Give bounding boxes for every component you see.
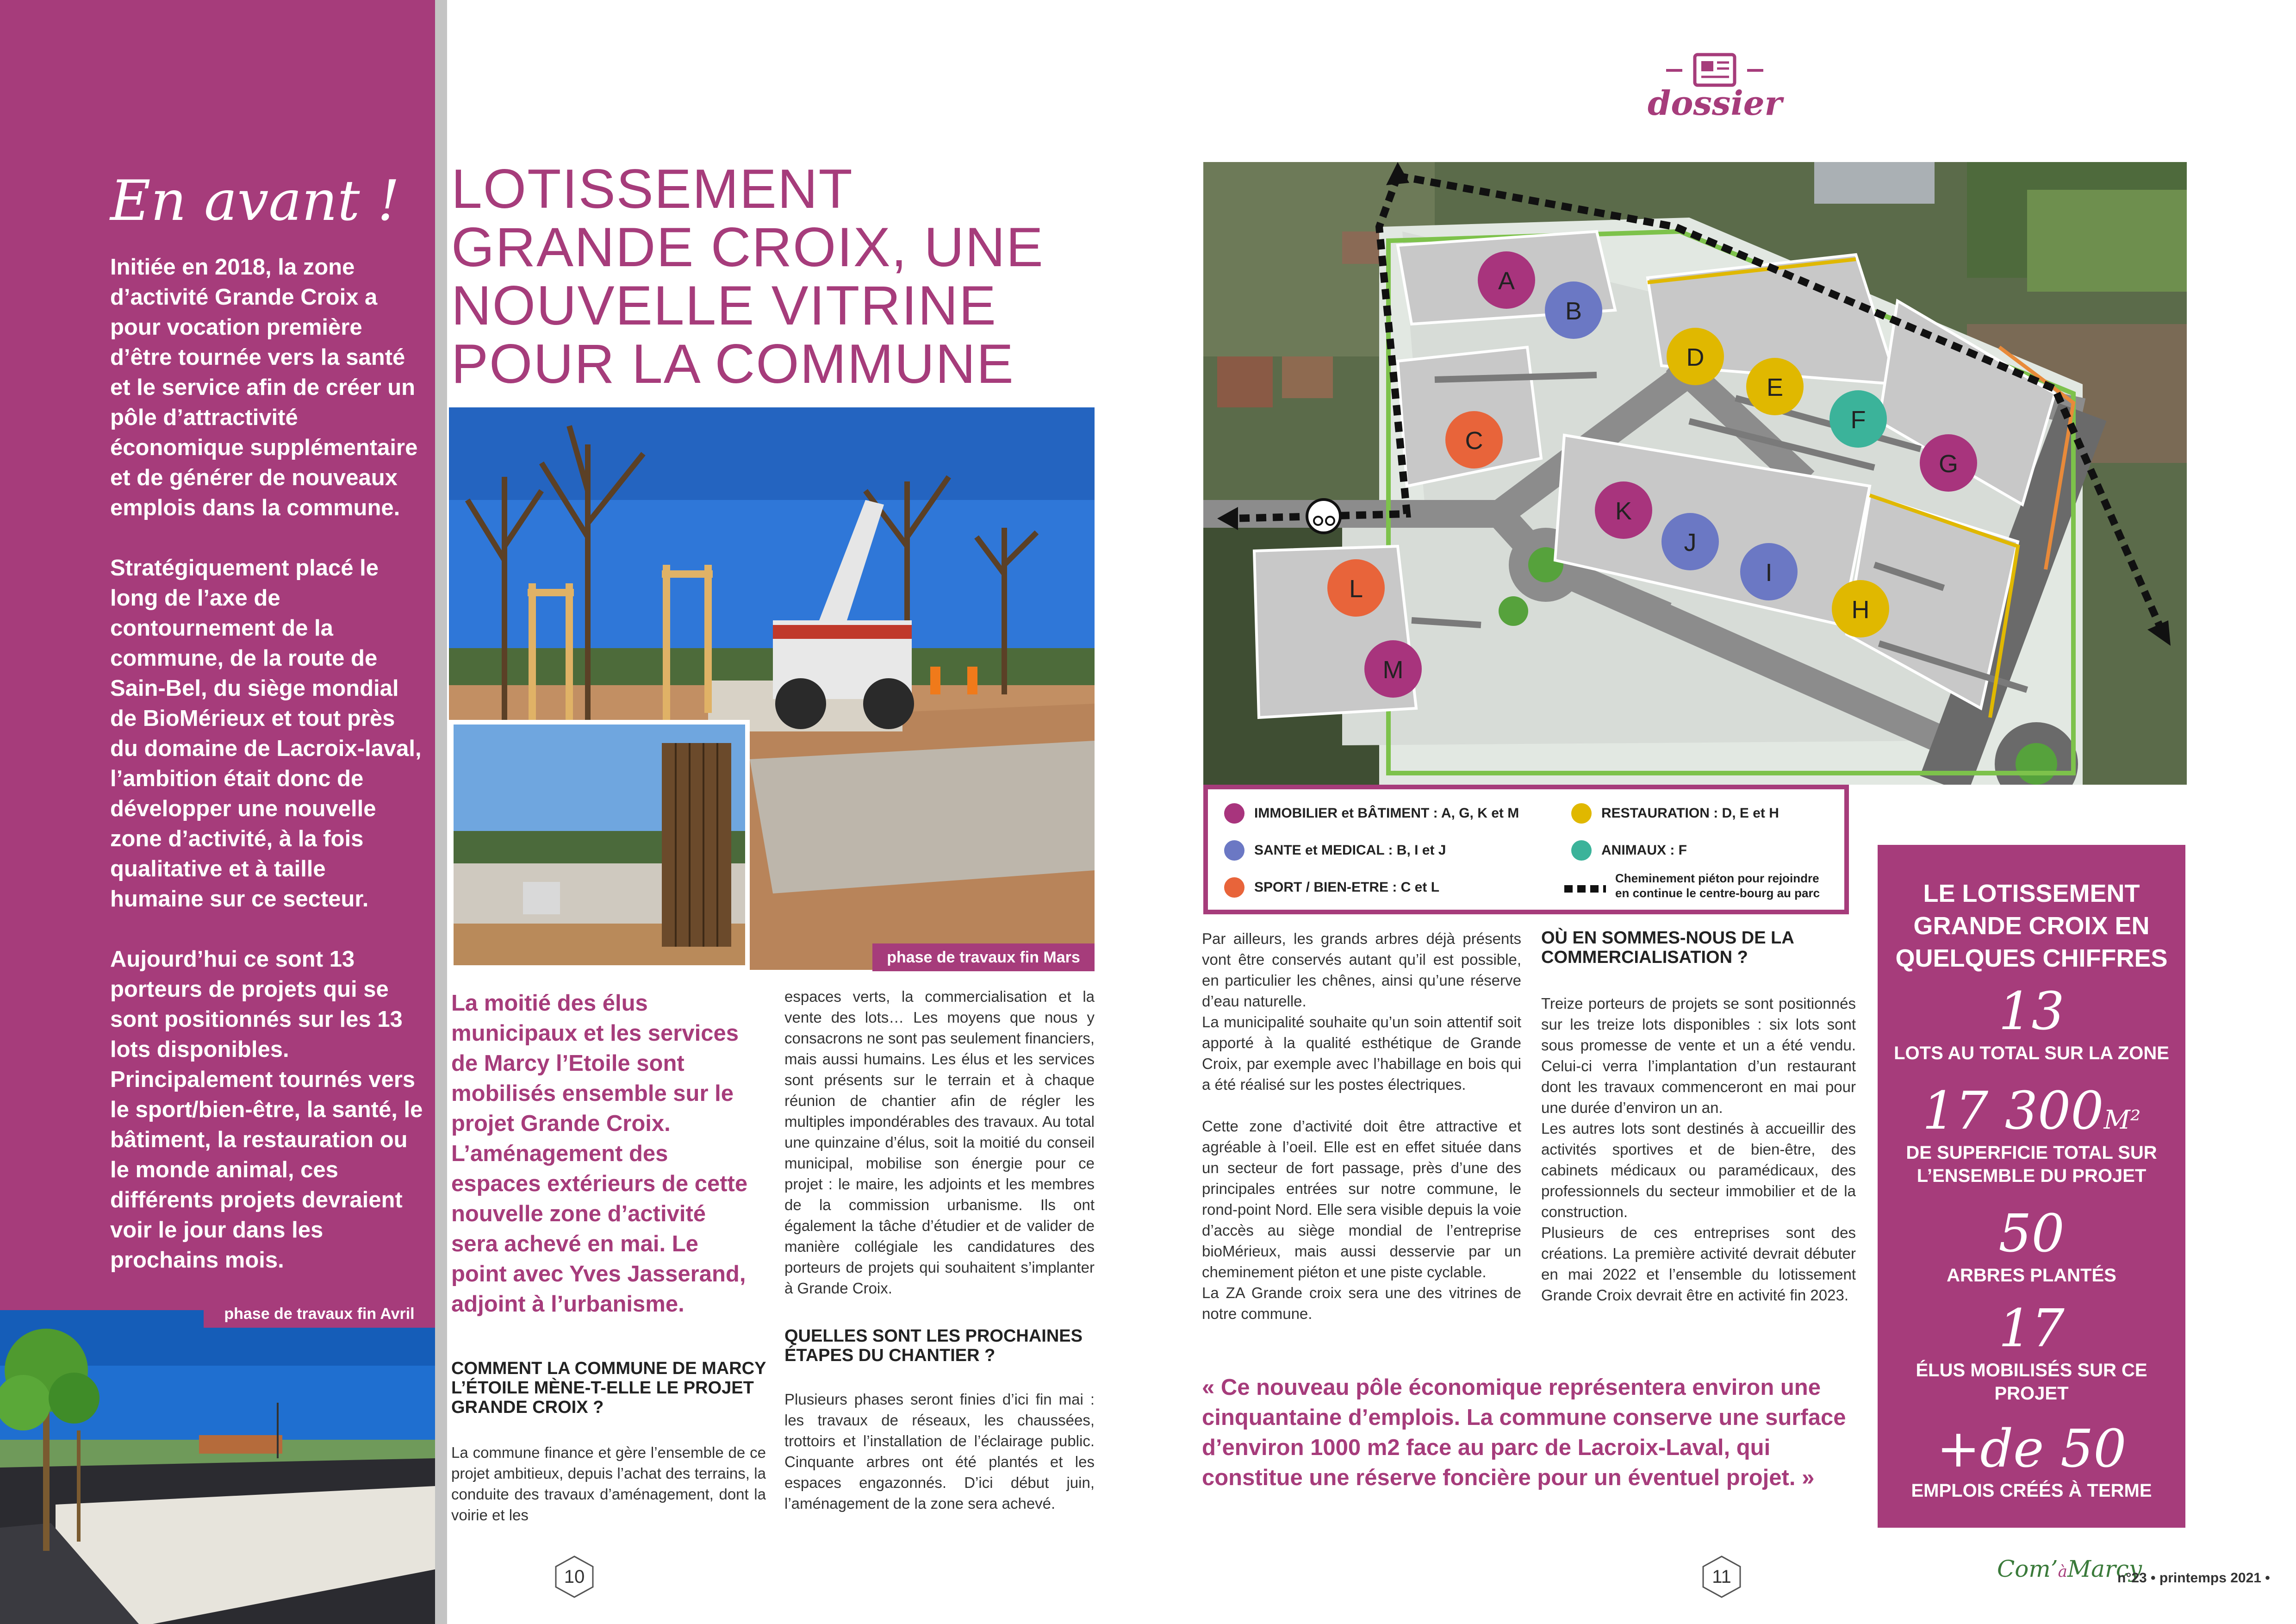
figure-label-lots: LOTS AU TOTAL SUR LA ZONE bbox=[1894, 1043, 2169, 1063]
bicycle-icon bbox=[1307, 500, 1340, 533]
svg-text:E: E bbox=[1766, 374, 1784, 401]
key-figures-title: LE LOTISSEMENT GRANDE CROIX EN QUELQUES CHIFFRES bbox=[1895, 880, 2168, 972]
sidebar-title: En avant ! bbox=[110, 169, 400, 233]
figure-label-trees: ARBRES PLANTÉS bbox=[1947, 1265, 2116, 1286]
svg-text:L: L bbox=[1349, 575, 1363, 603]
legend-label-sport: SPORT / BIEN-ETRE : C et L bbox=[1254, 880, 1440, 895]
svg-text:H: H bbox=[1851, 596, 1870, 624]
answer-text-2: Plusieurs phases seront finies d’ici fin mai : les travaux de réseaux, les chaussées, trottoirs et l’installation de l’éclairage public. Cinquante arbres ont été plantés et les espaces engazonnés. D’ici début juin, l’aménagement de la zone sera achevé. bbox=[784, 1391, 1095, 1512]
lot-marker-H bbox=[1832, 580, 1889, 637]
question-heading-3: OÙ EN SOMMES-NOUS DE LA COMMERCIALISATION ? bbox=[1541, 928, 1794, 967]
article-title: LOTISSEMENT GRANDE CROIX, UNE NOUVELLE VITRINE POUR LA COMMUNE bbox=[451, 158, 1044, 395]
lot-marker-J bbox=[1661, 513, 1719, 570]
map-legend bbox=[1203, 785, 1849, 914]
lot-marker-E bbox=[1746, 358, 1804, 415]
figure-value-jobs: +de 50 bbox=[1936, 1419, 2127, 1479]
lot-marker-L bbox=[1327, 559, 1385, 617]
lot-marker-D bbox=[1667, 328, 1724, 385]
svg-text:F: F bbox=[1850, 406, 1866, 434]
lot-marker-I bbox=[1740, 543, 1798, 600]
sidebar-divider bbox=[435, 0, 447, 1624]
legend-dot-restauration bbox=[1571, 803, 1592, 824]
svg-text:I: I bbox=[1765, 559, 1773, 587]
figure-value-elected: 17 bbox=[1998, 1299, 2065, 1359]
answer-text-1: La commune finance et gère l’ensemble de ce projet ambitieux, depuis l’achat des terrains, la conduite des travaux d’aménagement, dont la voirie et les bbox=[451, 1444, 766, 1524]
lot-marker-B bbox=[1545, 281, 1602, 339]
svg-text:M: M bbox=[1382, 656, 1404, 684]
legend-dot-immobilier bbox=[1224, 803, 1244, 824]
key-figures-box bbox=[1878, 845, 2185, 1528]
lot-marker-C bbox=[1445, 411, 1503, 468]
figure-label-surface: DE SUPERFICIE TOTAL SUR L’ENSEMBLE DU PROJET bbox=[1906, 1143, 2157, 1186]
magazine-logo: Com’àMarcy bbox=[1997, 1555, 2142, 1582]
page-number-left: 10 bbox=[552, 1555, 597, 1599]
section-label: dossier bbox=[1648, 83, 1782, 123]
svg-text:K: K bbox=[1615, 497, 1632, 525]
answer-text-3: Treize porteurs de projets se sont positionnés sur les treize lots disponibles : six lots sont sous promesse de vente et un a été vendu. Celui-ci verra l’implantation d’un restaurant dont les travaux commenceront en mai pour une durée d’environ un an. Les autres lots sont destinés à accueillir des activités sportives et de bien-être, des cabinets médicaux ou paramédicaux, des professionnels du secteur immobilier et de la construction. Plusieurs de ces entreprises sont des créations. La première activité devrait débuter en mai 2022 et l’ensemble du lotissement Grande Croix devrait être en activité fin 2023. bbox=[1541, 995, 1856, 1304]
legend-dot-sante bbox=[1224, 840, 1244, 861]
site-plan-map bbox=[1203, 162, 2187, 785]
lot-marker-G bbox=[1920, 434, 1977, 492]
svg-text:A: A bbox=[1498, 267, 1515, 295]
photo-caption-march: phase de travaux fin Mars bbox=[872, 943, 1095, 971]
legend-dot-animaux bbox=[1571, 840, 1592, 861]
site-plan-drawing bbox=[1203, 162, 2187, 785]
figure-value-lots: 13 bbox=[1998, 981, 2065, 1042]
figure-label-jobs: EMPLOIS CRÉÉS À TERME bbox=[1911, 1480, 2152, 1501]
question-heading-1: COMMENT LA COMMUNE DE MARCY L’ÉTOILE MÈNE-T-ELLE LE PROJET GRANDE CROIX ? bbox=[451, 1359, 766, 1417]
legend-label-immobilier: IMMOBILIER et BÂTIMENT : A, G, K et M bbox=[1254, 806, 1519, 821]
figure-value-trees: 50 bbox=[1998, 1204, 2065, 1264]
figure-value-surface: 17 300M² bbox=[1922, 1081, 2141, 1141]
newspaper-icon bbox=[1666, 51, 1763, 88]
question-heading-2: QUELLES SONT LES PROCHAINES ÉTAPES DU CHANTIER ? bbox=[784, 1326, 1083, 1365]
lot-marker-K bbox=[1595, 481, 1652, 539]
sidebar-paragraph-2: Stratégiquement placé le long de l’axe de contournement de la commune, de la route de Sain-Bel, du siège mondial de BioMérieux et tout près du domaine de Lacroix-laval, l’ambition était donc de développer une nouvelle zone d’activité, à la fois qualitative et à taille humaine sur ce secteur. bbox=[110, 556, 422, 912]
sidebar-paragraph-1: Initiée en 2018, la zone d’activité Grande Croix a pour vocation première d’être tournée vers la santé et le service afin de créer un pôle d’attractivité économique supplémentaire et de générer de nouveaux emplois dans la commune. bbox=[110, 255, 418, 520]
lot-marker-F bbox=[1829, 390, 1887, 448]
legend-label-restauration: RESTAURATION : D, E et H bbox=[1601, 806, 1779, 821]
lot-marker-A bbox=[1478, 251, 1535, 309]
issue-info: n°23 • printemps 2021 • bbox=[2117, 1570, 2270, 1586]
page-number-right: 11 bbox=[1699, 1555, 1744, 1599]
legend-label-path: Cheminement piéton pour rejoindre en continue le centre-bourg au parc bbox=[1615, 871, 1820, 900]
figure-label-elected: ÉLUS MOBILISÉS SUR CE PROJET bbox=[1916, 1360, 2147, 1404]
photo-works-april bbox=[0, 1310, 435, 1624]
legend-dot-sport bbox=[1224, 877, 1244, 898]
lot-marker-M bbox=[1364, 640, 1422, 698]
pull-quote: « Ce nouveau pôle économique représentera environ une cinquantaine d’emplois. La commune conserve une surface d’environ 1000 m2 face au parc de Lacroix-Laval, qui constitue une réserve foncière pour un éventuel projet. » bbox=[1202, 1375, 1846, 1490]
article-intro: La moitié des élus municipaux et les services de Marcy l’Etoile sont mobilisés ensemble sur le projet Grande Croix. L’aménagement des espaces extérieurs de cette nouvelle zone d’activité sera achevé en mai. Le point avec Yves Jasserand, adjoint à l’urbanisme. bbox=[451, 991, 748, 1317]
article-column-3: Par ailleurs, les grands arbres déjà présents vont être conservés autant qu’il est possible, en particulier les chênes, ainsi qu’une réserve d’eau naturelle. La municipalité souhaite qu’un soin attentif soit apporté à la qualité esthétique de Grande Croix, par exemple avec l’habillage en bois qui a été réalisé sur les postes électriques. Cette zone d’activité doit être attractive et agréable à l’oeil. Elle est en effet située dans un secteur de fort passage, près d’une des principales entrées sur notre commune, le rond-point Nord. Elle sera visible depuis la voie d’accès au siège mondial de l’entreprise bioMérieux, mais aussi desservie par un cheminement piéton et une piste cyclable. La ZA Grande croix sera une des vitrines de notre commune. bbox=[1202, 930, 1521, 1322]
legend-label-animaux: ANIMAUX : F bbox=[1601, 843, 1687, 858]
sidebar-paragraph-3: Aujourd’hui ce sont 13 porteurs de projets qui se sont positionnés sur les 13 lots disponibles. Principalement tournés vers le sport/bien-être, la santé, le bâtiment, la restauration ou le monde animal, ces différents projets devraient voir le jour dans les prochains mois. bbox=[110, 947, 423, 1273]
svg-text:B: B bbox=[1565, 297, 1582, 325]
svg-text:D: D bbox=[1686, 344, 1705, 371]
svg-text:G: G bbox=[1938, 450, 1959, 478]
legend-path-dash bbox=[1564, 884, 1606, 893]
photo-wooden-box bbox=[449, 720, 750, 970]
photo-caption-april: phase de travaux fin Avril bbox=[204, 1300, 435, 1328]
answer-text-1-continued: espaces verts, la commercialisation et la vente des lots… Les moyens que nous y consacrons ne sont pas seulement financiers, mais aussi humains. Les élus et les services sont présents sur le terrain et à chaque réunion de chantier afin de régler les multiples impondérables des travaux. Au total une quinzaine d’élus, soit la moitié du conseil municipal, mobilise son énergie pour ce projet : le maire, les adjoints et les membres de la commission urbanisme. Ils ont également la tâche d’étudier et de valider de manière collégiale les candidatures des porteurs de projets qui souhaitent s’implanter à Grande Croix. bbox=[784, 988, 1095, 1297]
svg-text:C: C bbox=[1465, 427, 1483, 455]
legend-label-sante: SANTE et MEDICAL : B, I et J bbox=[1254, 843, 1446, 858]
svg-text:J: J bbox=[1684, 529, 1697, 556]
